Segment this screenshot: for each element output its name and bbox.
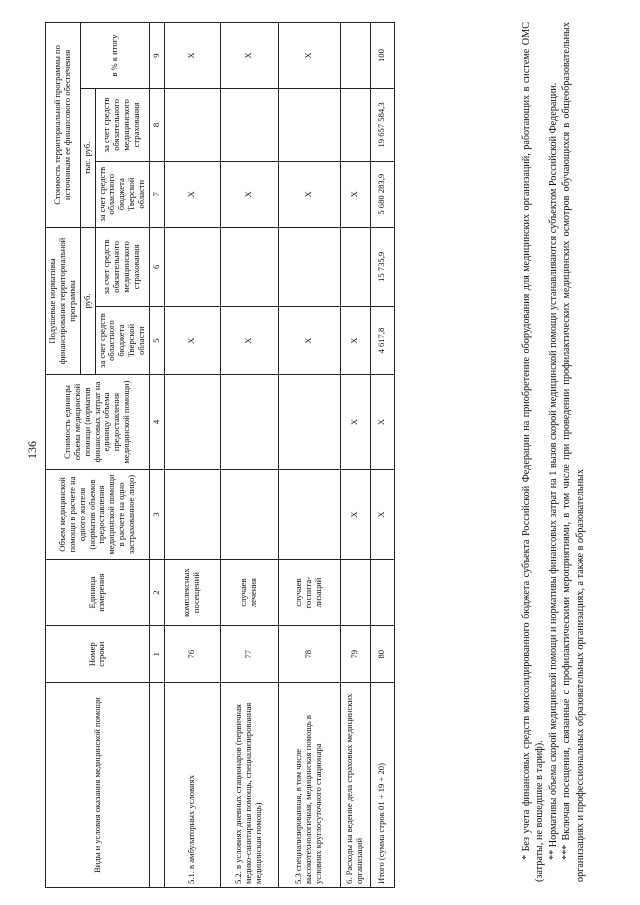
rotated-page xyxy=(15,10,635,890)
row-number: 80 xyxy=(370,626,394,683)
footnote-1: * Без учета финансовых средств консолидированного бюджета субъекта Российской Федерации на приобретение оборудования для медицинских организаций, работающих в системе ОМС (затраты, не вошедшие в тариф). xyxy=(521,22,546,882)
row-name: 5.2. в условиях дневных стационаров (первичная медико-санитарная помощь, специализированная медицинская помощь) xyxy=(220,683,278,888)
row-number: 78 xyxy=(278,626,340,683)
row-total-oms: 19 657 584,3 xyxy=(370,89,394,162)
row-number: 76 xyxy=(164,626,220,683)
row-cost xyxy=(220,375,278,470)
row-cost: X xyxy=(340,375,370,470)
header-rub: руб. xyxy=(80,227,95,374)
column-number: 2 xyxy=(149,560,164,626)
row-per-capita-oms xyxy=(164,227,220,306)
header-unit: Единица измерения xyxy=(46,560,150,626)
row-total-rb: X xyxy=(340,161,370,227)
column-number: 8 xyxy=(149,89,164,162)
page-number: 136 xyxy=(25,441,39,459)
header-regional-budget: за счет средств областного бюджета Тверской области xyxy=(95,161,149,227)
row-total-oms xyxy=(340,89,370,162)
column-numbers-row xyxy=(149,23,164,888)
row-total-rb: X xyxy=(164,161,220,227)
row-per-capita-oms xyxy=(220,227,278,306)
column-number: 5 xyxy=(149,306,164,374)
header-program-cost: Стоимость территориальной программы по источникам ее финансового обеспечения xyxy=(46,23,81,228)
row-total-oms xyxy=(278,89,340,162)
footnote-3: *** Включая посещения, связанные с профилактическими мероприятиями, в том числе при проведении профилактических медицинских осмотров обучающихся в общеобразовательных организациях и профессиональных образовательных организациях, а также в образовательных xyxy=(561,22,586,882)
table-row xyxy=(220,23,278,888)
row-total-rb: 5 680 283,9 xyxy=(370,161,394,227)
header-oms: за счет средств обязательного медицинского страхования xyxy=(95,89,149,162)
header-percent-total: в % к итогу xyxy=(80,23,149,89)
row-total-oms xyxy=(164,89,220,162)
row-total-rb: X xyxy=(220,161,278,227)
row-percent: X xyxy=(278,23,340,89)
row-per-capita-rb: X xyxy=(278,306,340,374)
row-percent xyxy=(340,23,370,89)
header-cost: Стоимость единицы объема медицинской помощи (норматив финансовых затрат на единицу объема предоставления медицинской помощи) xyxy=(46,375,150,470)
row-unit: случаев госпита-лизаций xyxy=(278,560,340,626)
column-number: 4 xyxy=(149,375,164,470)
document-sheet xyxy=(15,10,635,890)
column-number: 1 xyxy=(149,626,164,683)
row-unit xyxy=(370,560,394,626)
row-total-rb: X xyxy=(278,161,340,227)
row-volume xyxy=(278,469,340,559)
row-volume: X xyxy=(340,469,370,559)
header-volume: Объем медицинской помощи в расчете на одного жителя (норматив объемов предоставления медицинской помощи в расчете на одно застрахованное лицо) xyxy=(46,469,150,559)
financing-table xyxy=(45,22,395,888)
table-row xyxy=(164,23,220,888)
row-per-capita-rb: 4 617,8 xyxy=(370,306,394,374)
row-percent: X xyxy=(164,23,220,89)
row-percent: X xyxy=(220,23,278,89)
header-regional-budget: за счет средств областного бюджета Тверской области xyxy=(95,306,149,374)
row-name: 5.1. в амбулаторных условиях xyxy=(164,683,220,888)
header-row-1 xyxy=(46,23,81,888)
column-number: 7 xyxy=(149,161,164,227)
row-name: 5.3 специализированная, в том числе высокотехнологичная, медицинская помощь в условиях круглосуточного стационара xyxy=(278,683,340,888)
footnote-2: ** Нормативы объема скорой медицинской помощи и нормативы финансовых затрат на 1 вызов скорой медицинской помощи устанавливаются субъектом Российской Федерации. xyxy=(547,82,559,860)
row-per-capita-rb: X xyxy=(340,306,370,374)
row-volume xyxy=(164,469,220,559)
row-volume: X xyxy=(370,469,394,559)
row-per-capita-oms xyxy=(340,227,370,306)
header-oms: за счет средств обязательного медицинского страхования xyxy=(95,227,149,306)
row-name: 6. Расходы на ведение дела страховых медицинских организаций xyxy=(340,683,370,888)
row-per-capita-rb: X xyxy=(164,306,220,374)
table-row xyxy=(278,23,340,888)
row-per-capita-oms xyxy=(278,227,340,306)
row-volume xyxy=(220,469,278,559)
row-number: 79 xyxy=(340,626,370,683)
row-percent: 100 xyxy=(370,23,394,89)
header-types: Виды и условия оказания медицинской помощи xyxy=(46,683,150,888)
row-total-oms xyxy=(220,89,278,162)
row-unit: комплексных посещений xyxy=(164,560,220,626)
row-cost xyxy=(278,375,340,470)
table-row-total xyxy=(370,23,394,888)
table-row xyxy=(340,23,370,888)
row-number: 77 xyxy=(220,626,278,683)
row-name: Итого (сумма строк 01 + 19 + 20) xyxy=(370,683,394,888)
header-row-number: Номер строки xyxy=(46,626,150,683)
column-number: 3 xyxy=(149,469,164,559)
column-number: 6 xyxy=(149,227,164,306)
header-thous-rub: тыс. руб. xyxy=(80,89,95,228)
column-number xyxy=(149,683,164,888)
row-cost xyxy=(164,375,220,470)
footnotes xyxy=(520,22,587,882)
row-unit xyxy=(340,560,370,626)
row-cost: X xyxy=(370,375,394,470)
row-unit: случаев лечения xyxy=(220,560,278,626)
row-per-capita-rb: X xyxy=(220,306,278,374)
header-per-capita: Подушевые нормативы финансирования территориальной программы xyxy=(46,227,81,374)
row-per-capita-oms: 15 735,9 xyxy=(370,227,394,306)
column-number: 9 xyxy=(149,23,164,89)
